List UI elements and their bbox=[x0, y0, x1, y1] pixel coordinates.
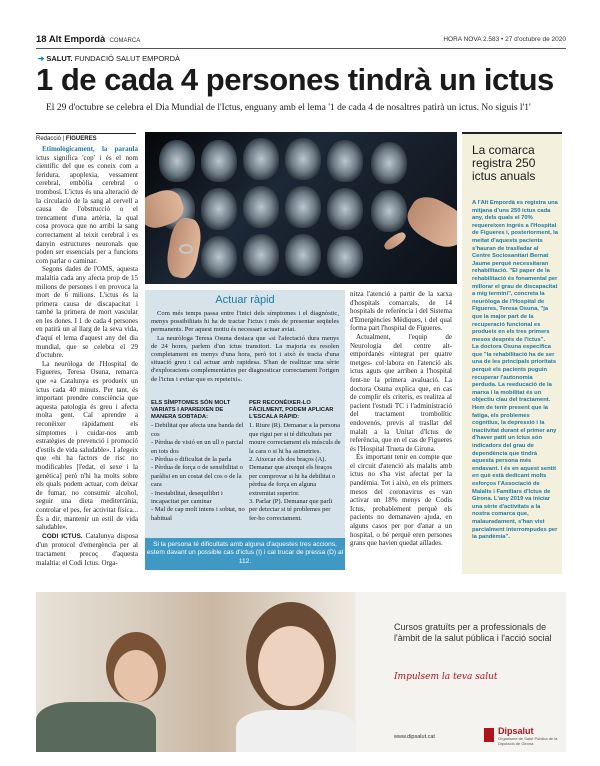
advert-url[interactable]: www.dipsalut.cat bbox=[394, 734, 435, 740]
kicker-label: SALUT. bbox=[46, 54, 73, 63]
brain-scan-photo bbox=[145, 132, 457, 284]
logo-name: Dipsalut bbox=[498, 726, 534, 736]
symptom-item: - Debilitat que afecta una banda del cos bbox=[151, 422, 244, 438]
paragraph-6: Actualment, l'equip de Neurologia del centre alt-empordanès «integrat per quatre metges- col·labora en l'atenció als ictus aguts que arriben a l'hospital fent-ne la primera avaluació. La doctora Osuna explica que, en cas de complir els criteris, es realitza al pacient l'estudi TC i l'administració del tractament trombolític endovenós, previs al trasllat del malalt a la Unitat d'Ictus de referència, que en el cas de Figueres és l'Hospital Trueta de Girona. bbox=[350, 332, 452, 453]
subtitle: El 29 d'octubre se celebra el Dia Mundial de l'Ictus, enguany amb el lema '1 de cada 4 de nosaltres patirà un ictus. No siguis l'1' bbox=[46, 103, 531, 113]
symptoms-heading: ELS SÍMPTOMES SÓN MOLT VARIATS I APAREIXEN DE MANERA SOBTADA: bbox=[151, 400, 231, 420]
byline-prefix: Redacció | bbox=[36, 136, 66, 142]
sidebar-paragraph-1: A l'Alt Empordà es registra una mitjana d'uns 250 ictus cada any, dels quals el 70% requereixen ingrés a l'Hospital de Figueres i, posteriorment, la meitat d'aquests pacients s'hauran de traslladar al Centre Sociosanitari Bernat Jaume perquè necessitaran rehabilitació. "El paper de la rehabilitació és fonamental per millorar el grau de discapacitat a mig termini", concreta la neuròloga de l'Hospital de Figueres, Teresa Osuna, "ja que la major part de la recuperació funcional es produeix en els tres primers mesos després de l'ictus". bbox=[472, 200, 559, 343]
sidebar-box bbox=[462, 132, 562, 574]
symptom-item: - Pèrdua o dificultat de la parla bbox=[151, 456, 232, 464]
headline: 1 de cada 4 persones tindrà un ictus bbox=[36, 62, 554, 97]
paragraph-4: Catalunya disposa d'un protocol d'emergència per al tractament precoç d'aquesta malaltia: el Codi Ictus. Orga- bbox=[36, 531, 138, 567]
lead-in: Etimològicament, la paraula bbox=[42, 145, 138, 153]
paragraph-5: nitza l'atenció a partir de la xarxa d'hospitals comarcals, de 14 hospitals de referència i del Sistema d'Emergències Mèdiques, i del qual forma part l'hospital de Figueres. bbox=[350, 290, 452, 333]
box-intro-1: Com més temps passa entre l'inici dels símptomes i el diagnòstic, menys possibilitats hi ha de tractar l'ictus i més de presentar seqüeles permanents. Per aquest motiu és necessari actuar aviat. bbox=[151, 310, 339, 334]
symptom-item: - Pèrdua de força o de sensibilitat o paràlisi en un costat del cos o de la cara bbox=[151, 464, 243, 489]
dipsalut-advert[interactable] bbox=[36, 592, 566, 752]
sidebar-paragraph-2: La doctora Osuna especifica que "la rehabilitació ha de ser una de les principals prioritats perquè els pacients puguin recuperar l'autonomia perduda. La reeducació de la marxa i la mobilitat és un objectiu clau del tractament. Hem de tenir present que la fatiga, els problemes cognitius, la depressió i la inactivitat durant el primer any d'haver patit un ictus són indicadors del grau de dependència que tindrà aquesta persona més endavant. I és en aquest sentit en què està dedicant molts esforços l'Associació de Malalts i Familiars d'Ictus de Girona. L'any 2019 va iniciar una sèrie d'activitats a la nostra comarca que, malauradament, s'han vist parcialment interrompudes per la pandèmia". bbox=[472, 344, 558, 541]
kicker-source: FUNDACIÓ SALUT EMPORDÀ bbox=[72, 54, 181, 63]
page-number: 18 bbox=[36, 34, 47, 45]
publication-name: Alt Empordà bbox=[48, 34, 106, 45]
symptom-item: - Mal de cap molt intens i sobtat, no habitual bbox=[151, 506, 245, 522]
advert-photo bbox=[36, 592, 356, 752]
issue-date: HORA NOVA 2.583 • 27 d'octubre de 2020 bbox=[443, 36, 566, 43]
rapid-scale-list bbox=[249, 400, 341, 523]
running-head bbox=[36, 34, 566, 49]
rapid-step: 1. Riure (R). Demanar a la persona que rigui per si té dificultats per moure correctament els músculs de la cara o si hi ha asimetries. bbox=[249, 422, 341, 455]
advert-copy: Cursos gratuïts per a professionals de l'àmbit de la salut pública i l'acció social bbox=[394, 622, 552, 643]
advert-slogan: Impulsem la teva salut bbox=[394, 672, 498, 682]
paragraph-3: La neuròloga de l'Hospital de Figueres, Teresa Osuna, remarca que «a Catalunya es produeix un ictus cada 40 minuts. Per tant, és important prendre consciència que aquesta patologia és greu i afecta molta gent. Cal aprendre a reconèixer ràpidament els símptomes i cuidar-nos amb estratègies de prevenció i promoció d'estils de vida saludable». I afegeix que «hi ha factors de risc no modificables [l'edat, el sexe i la genètica] però n'hi ha molts sobre els quals podem actuar, com deixar de fumar, no consumir alcohol, seguir una dieta mediterrània, controlar el pes, fer activitat física... És a dir, mantenir un estil de vida saludable». bbox=[36, 359, 138, 532]
dipsalut-logo-icon bbox=[484, 728, 494, 742]
sidebar-title: La comarca registra 250 ictus anuals bbox=[472, 143, 536, 183]
symptom-item: - Pèrdua de visió en un ull o parcial en tots dos bbox=[151, 439, 244, 455]
box-intro bbox=[151, 310, 339, 384]
sidebar-text bbox=[472, 200, 558, 542]
rapid-step: 2. Aixecar els dos braços (A). Demanar que aixequi els braços per comprovar si hi ha debilitat o pèrdua de força en alguna extremitat superior. bbox=[249, 456, 336, 497]
article-column-1 bbox=[36, 145, 138, 570]
symptoms-list bbox=[151, 400, 247, 523]
paragraph-1: ictus significa 'cop' i és el nom científic del que es coneix com a feridura, apoplexia, vessament cerebral, embòlia cerebral o trombosi. L'ictus és una alteració de la circulació de la sang al cervell a causa de l'obstrucció o el trencament d'una artèria, la qual cosa provoca que no arribi la sang correctament al teixit cerebral i es danyin estructures neuronals que poden ser essencials per a funcions com parlar o caminar. bbox=[36, 153, 138, 265]
paragraph-2: Segons dades de l'OMS, aquesta malaltia cada any afecta prop de 15 milions de persones i en provoca la mort de 6 milions. L'ictus és la primera causa de discapacitat i també la primera de mort vascular en les dones. I 1 de cada 4 persones en patirà un al llarg de la seva vida, d'aquí el lema d'aquest any del dia mundial, que se celebra el 29 d'octubre. bbox=[36, 265, 138, 360]
subhead-codi-ictus: CODI ICTUS. bbox=[42, 532, 83, 540]
symptom-item: - Inestabilitat, desequilibri i incapacitat per caminar bbox=[151, 489, 223, 506]
article-column-4 bbox=[350, 290, 452, 575]
alert-banner: Si la persona té dificultats amb alguna d'aquestes tres accions, estem davant un possible cas d'ictus (I) i cal trucar de pressa (D) al 112. bbox=[145, 538, 345, 570]
box-intro-2: La neuròloga Teresa Osuna destaca que «si l'afectació dura menys de 24 hores, parlem d'un ictus transitori. La majoria es resolen completament en menys d'una hora, però tot i això és tracta d'una situació greu i cal actuar amb rapidesa. S'han de realitzar una sèrie d'exploracions complementàries per diagnosticar correctament l'origen de l'ictus i evitar que es repeteixi». bbox=[151, 334, 339, 383]
logo-tagline: Organisme de Salut Pública de la Diputació de Girona bbox=[498, 736, 558, 746]
paragraph-7: És important tenir en compte que el circuit d'atenció als malalts amb ictus no s'ha vist afectat per la pandèmia. Tot i això, en els primers mesos del coronavirus es van activar un 18% menys de Codis Ictus, probablement perquè els pacients no demanaven ajuda, en alguns casos per por d'anar a un hospital, o bé perquè eren persones grans que havien quedat aïllades. bbox=[350, 453, 452, 548]
actuar-rapid-box bbox=[145, 290, 345, 568]
rapid-scale-heading: PER RECONÈIXER-LO FÀCILMENT, PODEM APLICAR L'ESCALA RÀPID: bbox=[249, 400, 334, 420]
section-flag: COMARCA bbox=[109, 38, 141, 44]
arrow-icon: ➔ bbox=[38, 54, 45, 63]
box-title: Actuar ràpid bbox=[215, 294, 275, 306]
rapid-step: 3. Parlar (P). Demanar que parli per detectar si té problemes per fer-ho correctament. bbox=[249, 498, 333, 522]
dipsalut-logo bbox=[498, 726, 562, 746]
byline bbox=[36, 133, 136, 142]
byline-place: FIGUERES bbox=[65, 136, 97, 142]
